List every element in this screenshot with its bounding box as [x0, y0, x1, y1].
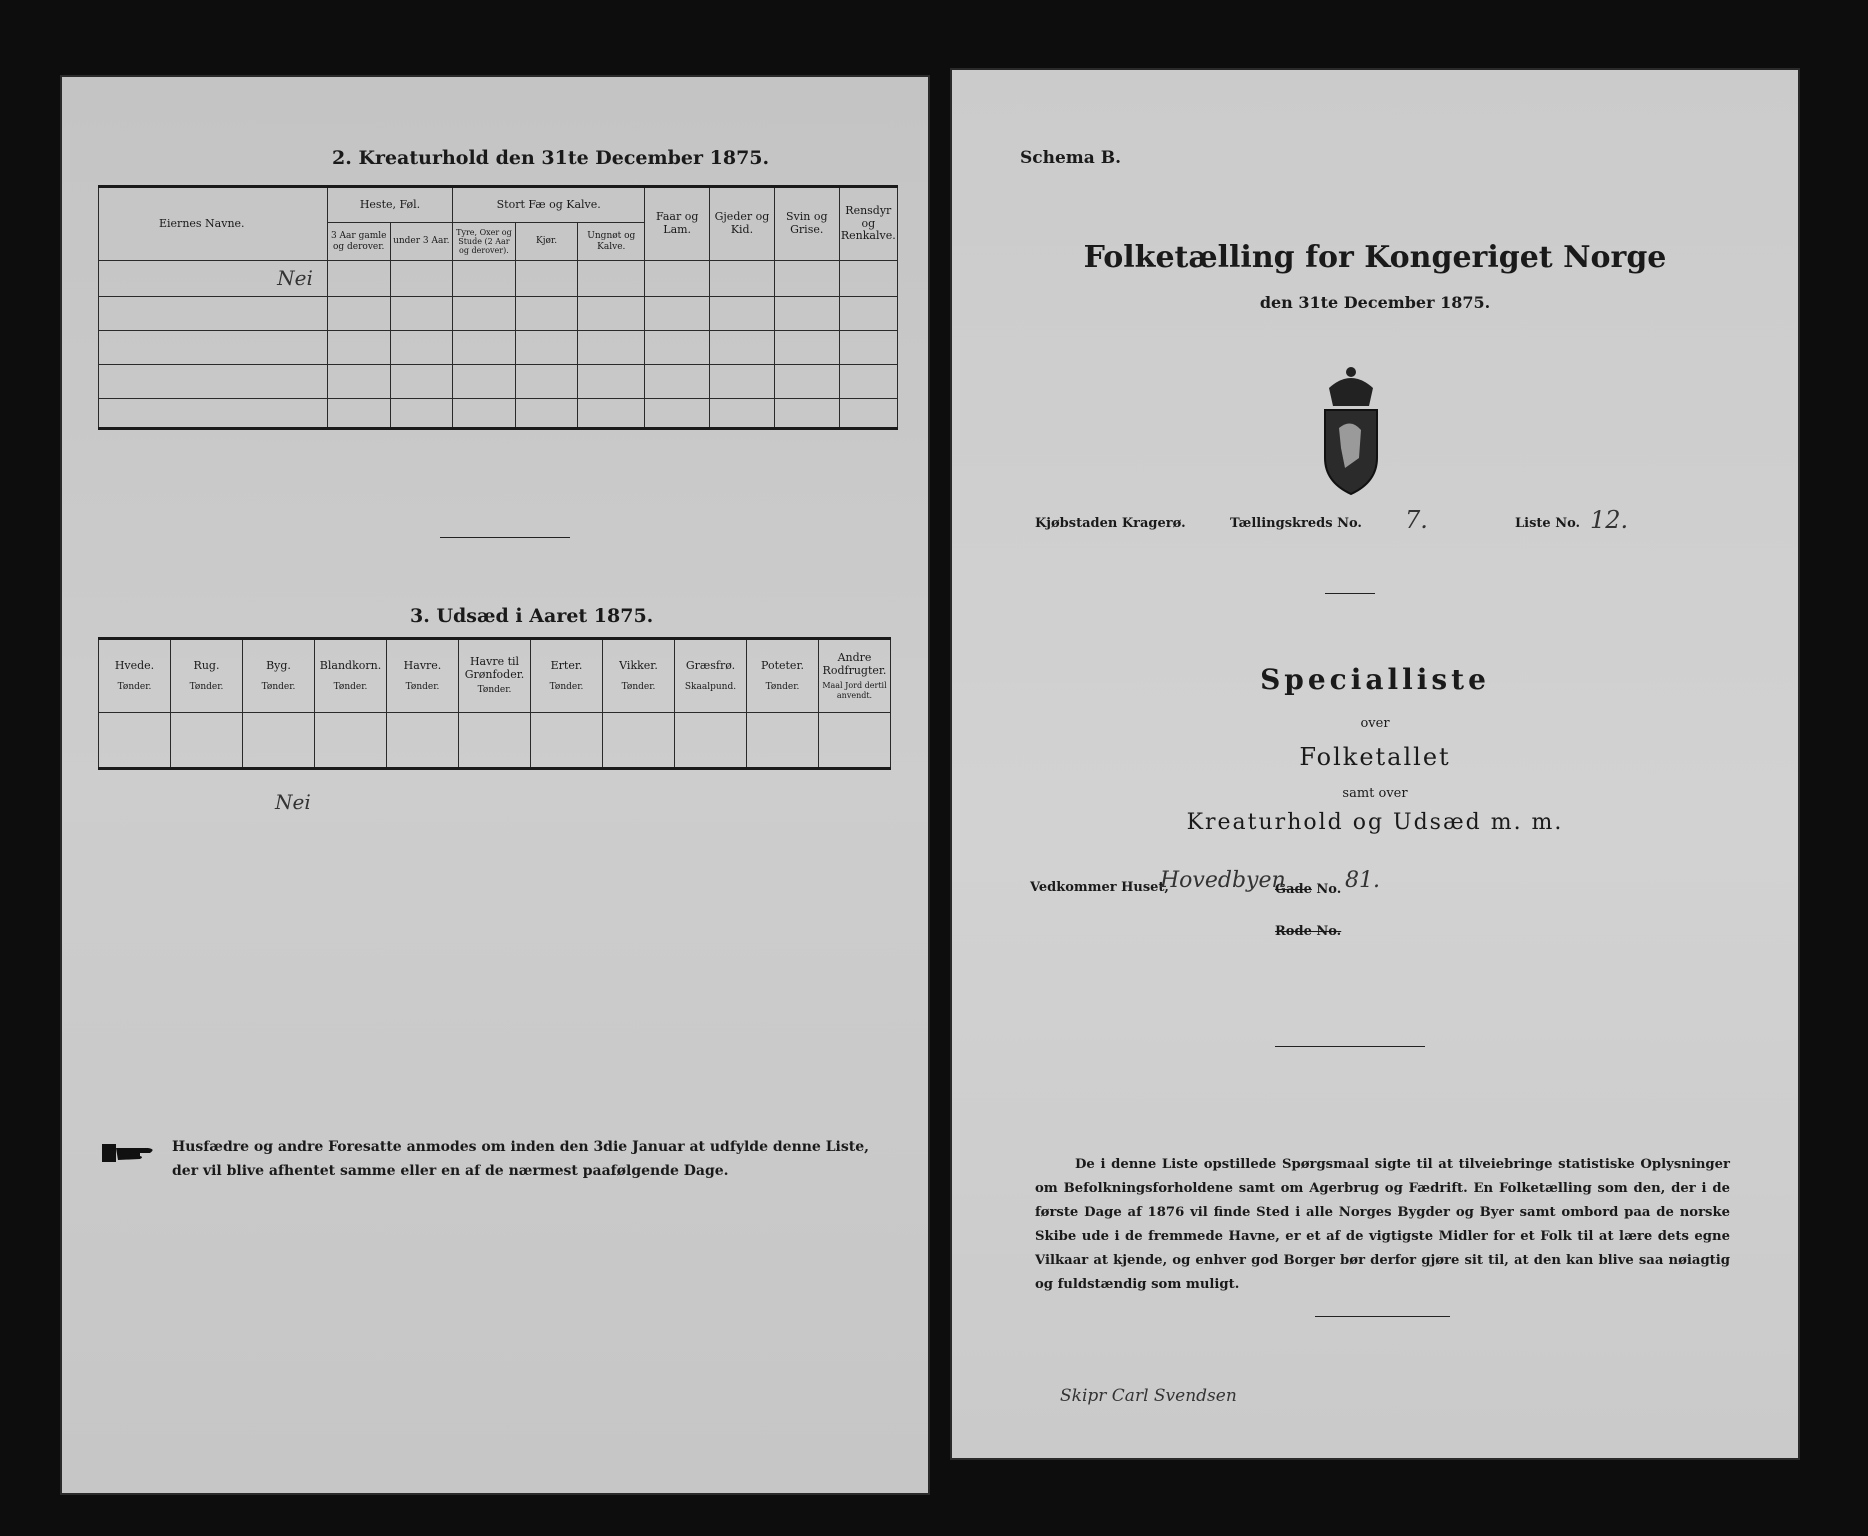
rensdyr-header: Rensdyr og Renkalve. [839, 187, 897, 261]
schema-label: Schema B. [1020, 148, 1122, 168]
sowing-col-erter: Erter. Tønder. [531, 639, 603, 713]
vedkommer-label: Vedkommer Huset, [1030, 880, 1169, 895]
samt-over-text: samt over [1342, 786, 1408, 801]
divider-rule-1 [1325, 593, 1375, 594]
stort-fae-header: Stort Fæ og Kalve. [453, 187, 645, 223]
heste-sub-young: under 3 Aar. [390, 223, 453, 261]
sowing-col-vikker: Vikker. Tønder. [603, 639, 675, 713]
section3-heading: 3. Udsæd i Aaret 1875. [410, 605, 654, 627]
owner-header: Eiernes Navne. [99, 187, 328, 261]
kreds-value: 7. [1405, 506, 1428, 534]
info-paragraph: De i denne Liste opstillede Spørgsmaal sigte til at tilveiebringe statistiske Oplysninger om Befolkningsforholdene samt om Agerbrug og Fædrift. En Folketælling som den, der i de første Dage af 1876 vil finde Sted i alle Norges Bygder og Byer samt ombord paa de norske Skibe ude i de fremmede Havne, er et af de vigtigste Midler for et Folk til at lære dets egne Vilkaar at kjende, og enhver god Borger bør derfor gjøre sit til, at den kan blive saa nøiagtig og fuldstændig som muligt. [1035, 1157, 1730, 1292]
liste-value: 12. [1590, 506, 1629, 534]
gjeder-header: Gjeder og Kid. [710, 187, 775, 261]
sowing-col-poteter: Poteter. Tønder. [747, 639, 819, 713]
left-page [60, 75, 930, 1495]
over-text: over [1360, 716, 1390, 731]
gade-label: Gade No. [1275, 882, 1342, 897]
section2-end-rule [440, 537, 570, 538]
folketallet-text: Folketallet [1299, 743, 1451, 771]
specialliste-title: Specialliste [1260, 663, 1490, 696]
census-title: Folketælling for Kongeriget Norge [1083, 240, 1667, 275]
heste-header: Heste, Føl. [327, 187, 452, 223]
signature: Skipr Carl Svendsen [1060, 1386, 1237, 1406]
right-page [950, 68, 1800, 1460]
stort-sub-tyre: Tyre, Oxer og Stude (2 Aar og derover). [453, 223, 516, 261]
sowing-col-andre: Andre Rodfrugter. Maal Jord dertil anvendt. [819, 639, 891, 713]
kjobstaden-label: Kjøbstaden Kragerø. [1035, 516, 1186, 531]
stort-sub-ungnot: Ungnøt og Kalve. [578, 223, 645, 261]
divider-rule-2 [1275, 1046, 1425, 1047]
census-date: den 31te December 1875. [1259, 293, 1491, 312]
stort-sub-kjor: Kjør. [515, 223, 578, 261]
sowing-col-hvede: Hvede. Tønder. [99, 639, 171, 713]
sowing-col-blandkorn: Blandkorn. Tønder. [315, 639, 387, 713]
sowing-col-havre-gronfoder: Havre til Grønfoder. Tønder. [459, 639, 531, 713]
section2-heading: 2. Kreaturhold den 31te December 1875. [332, 147, 770, 169]
section3-handwritten-nei: Nei [275, 790, 311, 814]
kreds-label: Tællingskreds No. [1230, 516, 1362, 531]
liste-label: Liste No. [1515, 516, 1581, 531]
section2-handwritten-nei: Nei [277, 266, 313, 290]
rode-label: Rode No. [1275, 924, 1342, 939]
livestock-table [98, 185, 898, 430]
sowing-table [98, 637, 891, 770]
svin-header: Svin og Grise. [774, 187, 839, 261]
heste-sub-old: 3 Aar gamle og derover. [327, 223, 390, 261]
sowing-col-byg: Byg. Tønder. [243, 639, 315, 713]
huset-value: Hovedbyen [1160, 868, 1286, 893]
coat-of-arms-icon [1315, 358, 1387, 498]
sowing-col-graesfro: Græsfrø. Skaalpund. [675, 639, 747, 713]
gade-value: 81. [1345, 868, 1380, 893]
divider-rule-3 [1315, 1316, 1450, 1317]
sowing-col-havre: Havre. Tønder. [387, 639, 459, 713]
kreaturhold-text: Kreaturhold og Udsæd m. m. [1186, 810, 1564, 835]
notice-text: Husfædre og andre Foresatte anmodes om inden den 3die Januar at udfylde denne Liste, der vil blive afhentet samme eller en af de nærmest paafølgende Dage. [172, 1139, 869, 1179]
sowing-col-rug: Rug. Tønder. [171, 639, 243, 713]
pointing-hand-icon [100, 1140, 160, 1166]
faar-header: Faar og Lam. [645, 187, 710, 261]
